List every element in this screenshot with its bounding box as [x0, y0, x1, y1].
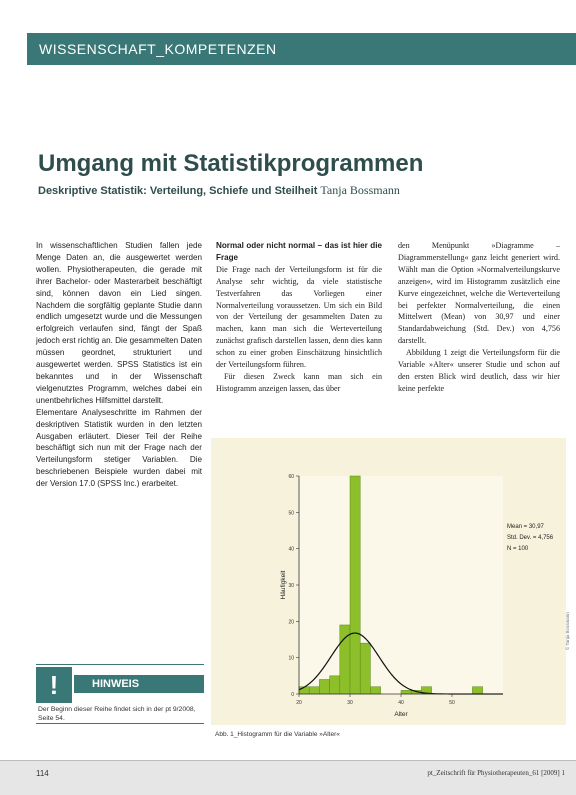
article-title: Umgang mit Statistikprogrammen	[38, 150, 424, 177]
exclamation-icon: !	[36, 667, 72, 703]
y-tick-label: 0	[291, 692, 294, 698]
y-tick-label: 60	[288, 474, 294, 480]
histogram-bar	[319, 679, 329, 694]
histogram-figure	[211, 438, 566, 725]
stats-label: N = 100	[507, 546, 529, 552]
paragraph: Die Frage nach der Verteilungsform ist für die Analyse sehr wichtig, da viele statistische Testverfahren das Vorliegen einer Normalverteilung voraussetzen. Um sich ein Bild von der Verteilung der gesammelten Daten zu machen, kann man sich die Werteverteilung zunächst grafisch darstellen lassen, denn dies kann schon zu einer groben Einschätzung hinsichtlich der Verteilungsform führen.	[216, 264, 382, 370]
y-tick-label: 30	[288, 583, 294, 589]
histogram-bar	[350, 476, 360, 694]
figure-caption: Abb. 1_Histogramm für die Variable »Alter«	[215, 731, 340, 738]
section-heading: Normal oder nicht normal – das ist hier die Frage	[216, 241, 382, 262]
x-tick-label: 50	[449, 700, 455, 706]
paragraph: In wissenschaftlichen Studien fallen jede Menge Daten an, die ausgewertet werden wollen. Physiotherapeuten, die gerade mit ihrer Bachelor- oder Masterarbeit beschäftigt sind, können davon ein Lied singen. Nachdem die sorgfältig geplante Studie dann endlich umgesetzt wurde und die Messungen erfolgreich verlaufen sind, fängt der Spaß jedoch erst richtig an. Die gesammelten Daten müssen geordnet, strukturiert und ausgewertet werden. SPSS Statistics ist ein bekanntes und in der Wissenschaft vielgenutztes Programm, welches dabei ein unentbehrliches Hilfsmittel darstellt.	[36, 241, 203, 405]
x-tick-label: 20	[296, 700, 302, 706]
hinweis-box	[36, 664, 204, 724]
histogram-bar	[401, 690, 411, 694]
section-label: WISSENSCHAFT_KOMPETENZEN	[39, 41, 277, 57]
plot-area	[299, 476, 503, 694]
histogram-bar	[472, 687, 482, 694]
y-tick-label: 20	[288, 619, 294, 626]
image-credit: © Tanja Bossmann	[565, 612, 570, 650]
x-tick-label: 30	[347, 700, 353, 706]
subtitle-text: Deskriptive Statistik: Verteilung, Schiefe und Steilheit	[38, 185, 318, 197]
page-number: 114	[36, 769, 49, 778]
stats-label: Std. Dev. = 4,756	[507, 535, 554, 541]
y-tick-label: 50	[288, 510, 294, 517]
histogram-bar	[370, 687, 380, 694]
histogram-bar	[309, 687, 319, 694]
stats-label: Mean = 30,97	[507, 524, 544, 530]
page-footer	[0, 760, 576, 795]
x-tick-label: 40	[398, 700, 404, 706]
paragraph: Elementare Analyseschritte im Rahmen der deskriptiven Statistik wurden in den letzten Ausgaben erläutert. Dieser Teil der Reihe beschäftigt sich nun mit der Frage nach der Verteilungsform stetiger Variablen. Die beschriebenen Beispiele wurden dabei mit der Version 17.0 (SPSS Inc.) erarbeitet.	[36, 407, 202, 489]
author-name: Tanja Bossmann	[320, 183, 400, 197]
histogram-bar	[330, 676, 340, 694]
histogram-bar	[360, 643, 370, 694]
paragraph: Abbildung 1 zeigt die Verteilungsform für die Variable »Alter« unserer Studie und schon auf den ersten Blick wird deutlich, dass wir hier keine perfekte	[398, 348, 560, 393]
y-tick-label: 40	[288, 546, 294, 553]
x-axis-label: Alter	[394, 711, 408, 718]
y-tick-label: 10	[288, 655, 294, 662]
section-banner	[27, 33, 576, 65]
article-subtitle	[38, 183, 400, 198]
histogram-chart	[211, 438, 566, 725]
journal-source: pt_Zeitschrift für Physiotherapeuten_61 [2009] 1	[427, 769, 565, 777]
hinweis-text: Der Beginn dieser Reihe findet sich in der pt 9/2008, Seite 54.	[38, 706, 196, 722]
y-axis-label: Häufigkeit	[280, 570, 287, 600]
paragraph: Für diesen Zweck kann man sich ein Histogramm anzeigen lassen, das über	[216, 371, 382, 393]
paragraph: den Menüpunkt »Diagramme – Diagrammerstellung« ganz leicht generiert wird. Wählt man die Option »Normalverteilungskurve anzeigen«, wird im Histogramm zusätzlich eine Kurve eingezeichnet, welche die Werteverteilung bei perfekter Normalverteilung, die einen Mittelwert (Mean) von 30,97 und einer Standardabweichung (Std. Dev.) von 4,756 darstellt.	[398, 241, 560, 346]
text-column-3	[398, 240, 560, 395]
text-column-1	[36, 240, 202, 490]
text-column-2	[216, 240, 382, 395]
hinweis-title: HINWEIS	[74, 675, 204, 693]
